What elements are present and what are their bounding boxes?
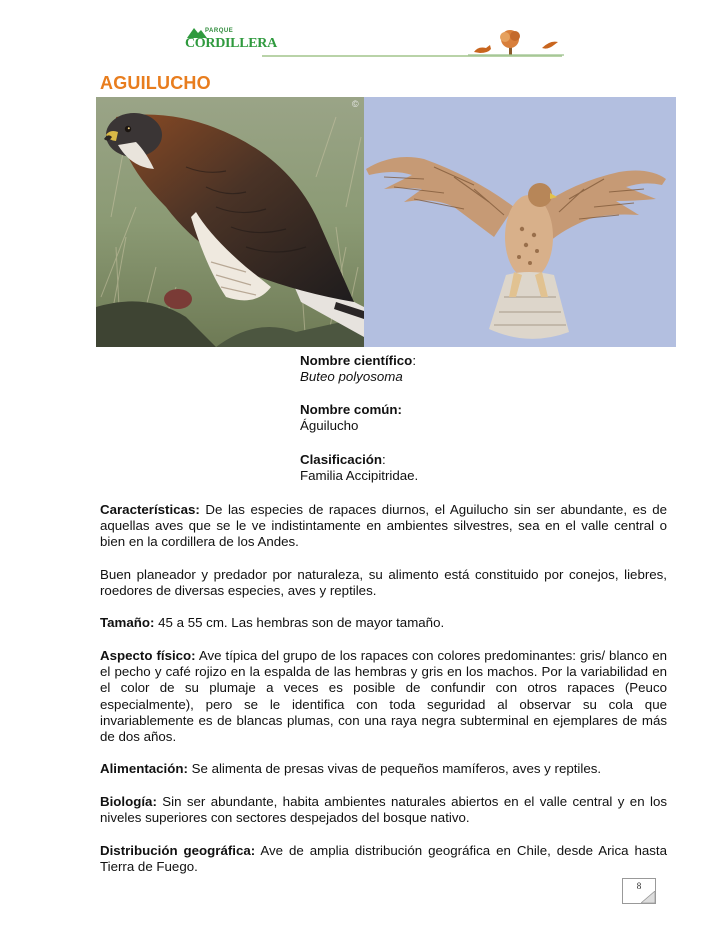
alimentacion-paragraph: [100, 761, 667, 777]
page-header: [0, 0, 720, 70]
logo-cordillera-text: CORDILLERA: [185, 36, 277, 51]
perched-hawk-photo: [96, 97, 364, 347]
flying-hawk-photo: [364, 97, 676, 347]
tamano-label: Tamaño:: [100, 615, 155, 630]
classification-block: Clasificación: Familia Accipitridae.: [300, 452, 660, 484]
common-name-value: Águilucho: [300, 418, 359, 434]
caracteristicas-paragraph: [100, 502, 667, 551]
distribucion-text: Ave de amplia distribución geográfica en Chile, desde Arica hasta Tierra de Fuego.: [100, 843, 667, 875]
scientific-name-label: Nombre científico: [300, 353, 413, 368]
caracteristicas-text: De las especies de rapaces diurnos, el Aguilucho sin ser abundante, es de aquellas aves que se le ve indistintamente en ambientes silvestres, sea en el valle central o bien en la cordillera de los Andes.: [100, 502, 667, 550]
tamano-text: 45 a 55 cm. Las hembras son de mayor tamaño.: [158, 615, 445, 630]
page-number-text: 8: [636, 881, 642, 891]
caracteristicas-label: Características:: [100, 502, 200, 517]
classification-value: Familia Accipitridae.: [300, 468, 419, 484]
biologia-text: Sin ser abundante, habita ambientes naturales abiertos en el valle central y en los niveles superiores con sectores despejados del bosque nativo.: [100, 794, 667, 826]
classification-label: Clasificación: [300, 452, 383, 467]
aspecto-text: Ave típica del grupo de los rapaces con colores predominantes: gris/ blanco en el pecho y café rojizo en la espalda de las hembras y gris en los machos. Por la variabilidad en el color de su plumaje a veces es posible de confundir con otros rapaces (Peuco especialmente), pero se le identifica con toda seguridad al observar su cola que invariablemente es de blancas plumas, con una raya negra subterminal en ejemplares de más de dos años.: [100, 648, 667, 745]
common-name-block: [300, 402, 660, 434]
copyright-mark: ©: [352, 99, 359, 109]
biologia-paragraph: [100, 794, 667, 826]
distribucion-label: Distribución geográfica:: [100, 843, 256, 858]
header-decoration-icon: [468, 28, 564, 58]
scientific-name-value: Buteo polyosoma: [300, 369, 403, 385]
tamano-paragraph: [100, 615, 667, 631]
planeador-text: Buen planeador y predador por naturaleza, su alimento está constituido por conejos, liebres, roedores de diversas especies, aves y reptiles.: [100, 567, 667, 599]
aspecto-label: Aspecto físico:: [100, 648, 196, 663]
page-fold-icon: [641, 891, 655, 903]
scientific-name-block: Nombre científico: Buteo polyosoma: [300, 353, 660, 385]
parque-cordillera-logo: [183, 26, 277, 60]
biologia-label: Biología:: [100, 794, 157, 809]
aspecto-paragraph: [100, 648, 667, 745]
alimentacion-label: Alimentación:: [100, 761, 188, 776]
distribucion-paragraph: [100, 843, 667, 875]
logo-parque-text: PARQUE: [205, 28, 234, 34]
alimentacion-text: Se alimenta de presas vivas de pequeños mamíferos, aves y reptiles.: [191, 761, 602, 776]
common-name-label: Nombre común:: [300, 402, 402, 417]
planeador-paragraph: [100, 567, 667, 599]
page-title: AGUILUCHO: [100, 73, 211, 93]
